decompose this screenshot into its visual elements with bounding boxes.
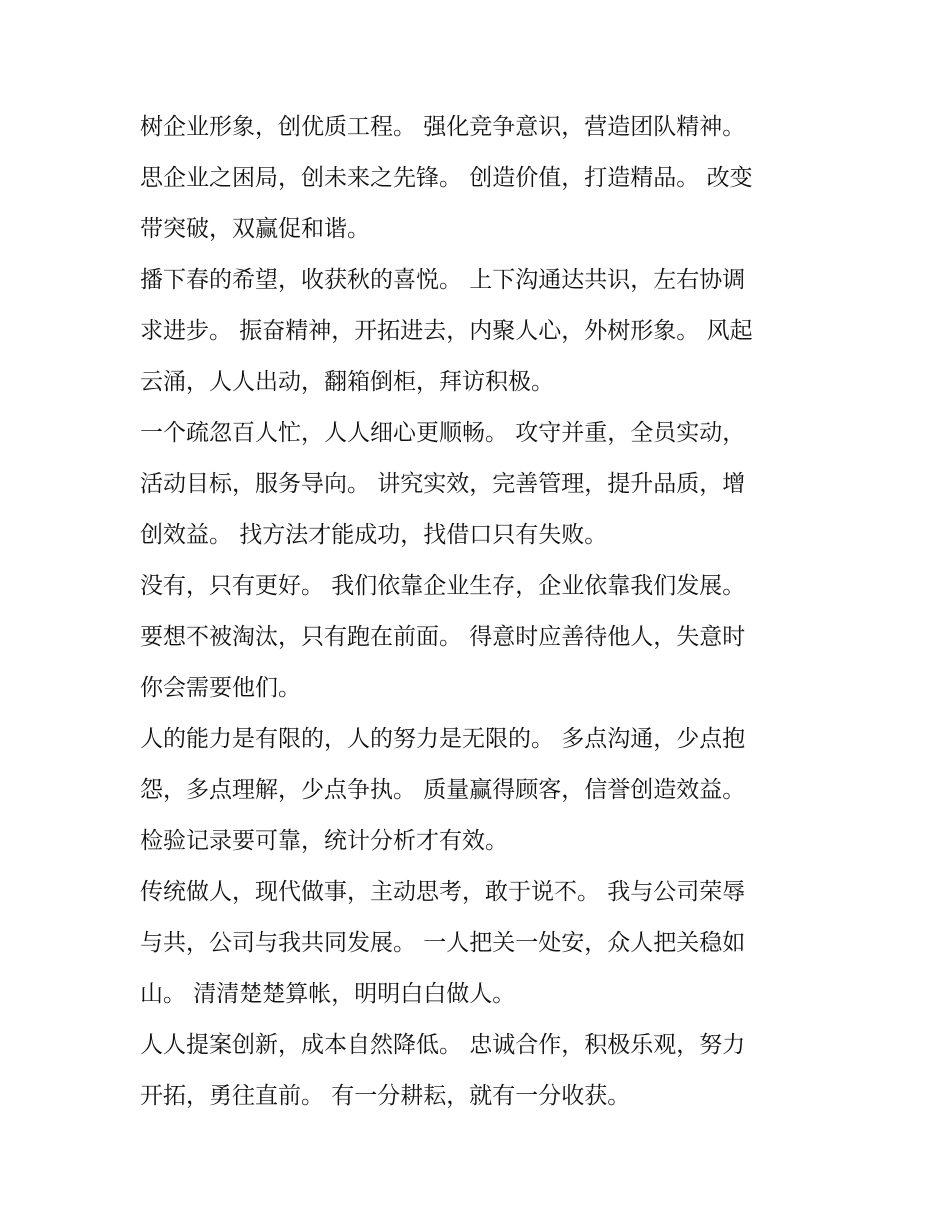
text-line: 思企业之困局，创未来之先锋。 创造价值，打造精品。 改变: [140, 165, 753, 191]
text-line: 没有，只有更好。 我们依靠企业生存，企业依靠我们发展。: [140, 573, 746, 599]
text-line: 山。 清清楚楚算帐，明明白白做人。: [140, 981, 516, 1007]
text-line: 传统做人，现代做事，主动思考，敢于说不。 我与公司荣辱: [140, 879, 746, 905]
paragraph-3: [140, 408, 810, 561]
text-line: 人的能力是有限的，人的努力是无限的。 多点沟通，少点抱: [140, 726, 746, 752]
text-line: 检验记录要可靠，统计分析才有效。: [140, 828, 508, 854]
text-line: 怨，多点理解，少点争执。 质量赢得顾客，信誉创造效益。: [140, 777, 746, 803]
paragraph-4: [140, 561, 810, 714]
text-line: 要想不被淘汰，只有跑在前面。 得意时应善待他人，失意时: [140, 624, 746, 650]
text-line: 播下春的希望，收获秋的喜悦。 上下沟通达共识，左右协调: [140, 267, 746, 293]
text-line: 开拓，勇往直前。 有一分耕耘，就有一分收获。: [140, 1083, 631, 1109]
text-line: 活动目标，服务导向。 讲究实效，完善管理，提升品质，增: [140, 471, 746, 497]
text-line: 与共，公司与我共同发展。 一人把关一处安，众人把关稳如: [140, 930, 746, 956]
text-line: 创效益。 找方法才能成功，找借口只有失败。: [140, 522, 608, 548]
paragraph-1: [140, 102, 810, 255]
paragraph-2: [140, 255, 810, 408]
text-line: 求进步。 振奋精神，开拓进去，内聚人心，外树形象。 风起: [140, 318, 753, 344]
text-line: 你会需要他们。: [140, 675, 301, 701]
text-line: 带突破，双赢促和谐。: [140, 216, 370, 242]
paragraph-7: [140, 1020, 810, 1122]
paragraph-5: [140, 714, 810, 867]
paragraph-6: [140, 867, 810, 1020]
text-line: 树企业形象，创优质工程。 强化竞争意识，营造团队精神。: [140, 114, 746, 140]
document-body: [140, 102, 810, 1122]
text-line: 一个疏忽百人忙，人人细心更顺畅。 攻守并重，全员实动，: [140, 420, 746, 446]
text-line: 云涌，人人出动，翻箱倒柜，拜访积极。: [140, 369, 554, 395]
text-line: 人人提案创新，成本自然降低。 忠诚合作，积极乐观，努力: [140, 1032, 746, 1058]
